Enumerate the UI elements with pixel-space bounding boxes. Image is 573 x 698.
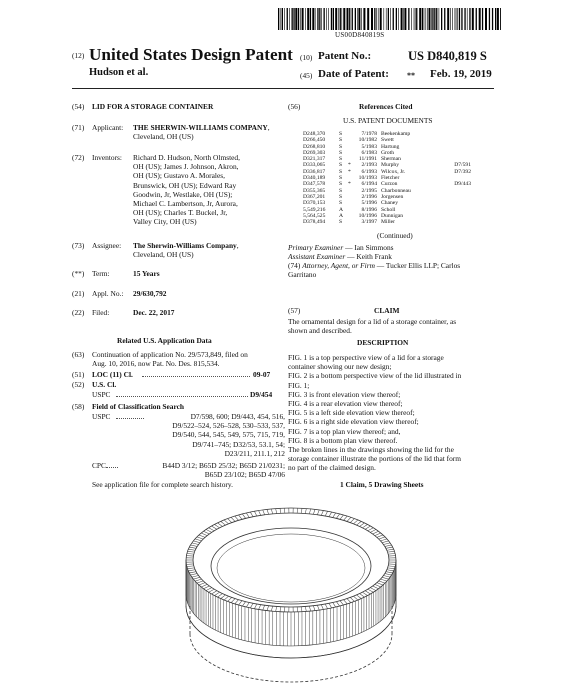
primary-examiner bbox=[288, 243, 498, 252]
code-73: (73) bbox=[72, 241, 85, 250]
code-54: (54) bbox=[72, 102, 85, 111]
primary-examiner-label: Primary Examiner bbox=[288, 243, 344, 252]
class-line: D9/540, 544, 545, 549, 575, 715, 719, bbox=[172, 430, 285, 440]
claim-heading: CLAIM bbox=[374, 306, 400, 315]
desc-line: container showing our new design; bbox=[288, 362, 392, 372]
reference-k: S bbox=[339, 181, 343, 188]
applicant-location: , Cleveland, OH (US) bbox=[133, 123, 270, 142]
code-52: (52) bbox=[72, 380, 85, 389]
reference-k: S bbox=[339, 219, 343, 226]
reference-name: Wilcox, Jr. bbox=[381, 168, 406, 175]
assistant-examiner bbox=[288, 252, 498, 261]
reference-k: S bbox=[339, 131, 343, 137]
applicant-label: Applicant: bbox=[92, 123, 124, 132]
document-title: United States Design Patent bbox=[89, 45, 293, 64]
desc-line: The broken lines in the drawings showing the lid for the bbox=[288, 445, 454, 455]
appl-no-value: 29/630,792 bbox=[133, 289, 167, 298]
reference-date: 2/1993 bbox=[361, 162, 377, 169]
patent-date: Feb. 19, 2019 bbox=[430, 68, 492, 80]
reference-date: 11/1991 bbox=[358, 156, 377, 163]
us-docs-heading: U.S. PATENT DOCUMENTS bbox=[343, 116, 433, 125]
code-57: (57) bbox=[288, 306, 301, 315]
reference-date: 5/1996 bbox=[361, 200, 377, 207]
code-45: (45) bbox=[300, 71, 313, 80]
lid-drawing bbox=[178, 494, 404, 694]
code-58: (58) bbox=[72, 402, 85, 411]
class-line: D7/598, 600; D9/443, 454, 516, bbox=[190, 412, 285, 421]
uspc-leader bbox=[116, 396, 248, 397]
desc-line: FIG. 7 is a top plan view thereof; and, bbox=[288, 426, 401, 436]
class-line: D9/741–745; D32/53, 53.1, 54; bbox=[192, 439, 285, 449]
reference-star: * bbox=[348, 162, 351, 169]
reference-no: D355,365 bbox=[303, 187, 326, 194]
inventor-line: OH (US); James J. Johnson, Akron, bbox=[133, 162, 239, 172]
reference-cls: D7/392 bbox=[454, 168, 471, 175]
claim-line: The ornamental design for a lid of a storage container, as bbox=[288, 317, 457, 326]
desc-line: FIG. 1; bbox=[288, 380, 310, 390]
reference-cls: D7/591 bbox=[454, 162, 471, 169]
attorney-label: Attorney, Agent, or Firm bbox=[302, 261, 375, 270]
claim-text bbox=[288, 317, 503, 335]
appl-no-label: Appl. No.: bbox=[92, 289, 124, 298]
inventor-line: Goodwin, Jr, Westlake, OH (US); bbox=[133, 189, 233, 199]
reference-date: 6/1993 bbox=[361, 168, 377, 175]
references-heading: References Cited bbox=[359, 102, 413, 111]
inventor-line: OH (US); Charles T. Buckel, Jr, bbox=[133, 208, 228, 218]
search-history-note: See application file for complete search history. bbox=[92, 480, 233, 489]
inventors-list bbox=[133, 153, 293, 227]
code-63: (63) bbox=[72, 350, 85, 359]
uspc-value: D9/454 bbox=[250, 390, 273, 399]
code-74: (74) bbox=[288, 261, 301, 270]
reference-star: * bbox=[348, 181, 351, 188]
inventor-line: OH (US); Gustavo A. Morales, bbox=[133, 171, 225, 181]
reference-no: D321,317 bbox=[303, 156, 326, 163]
reference-date: 2/1995 bbox=[361, 187, 377, 194]
reference-name: Scholl bbox=[381, 206, 396, 213]
references-table bbox=[303, 131, 493, 225]
reference-name: Dunnigan bbox=[381, 212, 404, 219]
cpc-line: B65D 23/102; B65D 47/06 bbox=[204, 470, 285, 480]
search-uspc-label: USPC bbox=[92, 412, 111, 421]
loc-value: 09-07 bbox=[253, 370, 271, 379]
reference-k: S bbox=[339, 193, 343, 200]
reference-date: 6/1983 bbox=[361, 149, 377, 156]
header-rule bbox=[72, 88, 494, 89]
cpc-leader bbox=[106, 467, 118, 468]
reference-name: Curzon bbox=[381, 181, 398, 188]
reference-k: S bbox=[339, 143, 343, 150]
desc-line: FIG. 1 is a top perspective view of a lid for a storage bbox=[288, 353, 444, 362]
reference-cls: D9/443 bbox=[454, 181, 471, 188]
barcode bbox=[278, 8, 501, 30]
desc-line: FIG. 4 is a rear elevation view thereof; bbox=[288, 399, 403, 409]
date-label: Date of Patent: bbox=[318, 68, 389, 80]
desc-line: FIG. 2 is a bottom perspective view of the lid illustrated in bbox=[288, 371, 462, 381]
desc-line: storage container illustrate the portions of the lid that form bbox=[288, 454, 462, 464]
reference-no: D378,494 bbox=[303, 219, 326, 226]
reference-k: A bbox=[339, 212, 344, 219]
description-text bbox=[288, 353, 503, 473]
reference-row bbox=[303, 219, 493, 225]
us-cl-label: U.S. Cl. bbox=[92, 380, 117, 389]
reference-no: D268,810 bbox=[303, 143, 326, 150]
code-21: (21) bbox=[72, 289, 85, 298]
reference-cls bbox=[443, 219, 471, 225]
reference-no: D336,817 bbox=[303, 168, 326, 175]
code-term: (**) bbox=[72, 269, 85, 278]
reference-star: * bbox=[348, 168, 351, 175]
inventor-line: Valley City, OH (US) bbox=[133, 217, 197, 227]
continuation-line: Continuation of application No. 29/573,849, filed on bbox=[92, 350, 248, 359]
design-title: LID FOR A STORAGE CONTAINER bbox=[92, 102, 214, 111]
reference-name: Hartung bbox=[381, 143, 400, 150]
reference-no: D269,303 bbox=[303, 149, 326, 156]
related-data-heading: Related U.S. Application Data bbox=[117, 336, 212, 345]
loc-leader bbox=[142, 376, 250, 377]
uspc-label: USPC bbox=[92, 390, 111, 399]
code-56: (56) bbox=[288, 102, 301, 111]
claims-summary: 1 Claim, 5 Drawing Sheets bbox=[340, 480, 424, 489]
reference-name: Groth bbox=[381, 149, 395, 156]
reference-k: S bbox=[339, 200, 343, 207]
patent-number: US D840,819 S bbox=[408, 49, 487, 63]
code-71: (71) bbox=[72, 123, 85, 132]
desc-line: FIG. 6 is a right side elevation view thereof; bbox=[288, 417, 419, 427]
reference-date: 5/1983 bbox=[361, 143, 377, 150]
class-line: D23/211, 211.1, 212 bbox=[224, 448, 285, 458]
search-uspc-leader bbox=[116, 418, 144, 419]
applicant-value bbox=[133, 123, 283, 141]
reference-date: 10/1982 bbox=[358, 137, 377, 144]
reference-k: S bbox=[339, 149, 343, 156]
search-uspc-classes bbox=[145, 412, 285, 458]
code-72: (72) bbox=[72, 153, 85, 162]
assignee-location: Cleveland, OH (US) bbox=[133, 250, 194, 260]
continuation-line: Aug. 10, 2016, now Pat. No. Des. 815,534. bbox=[92, 359, 220, 369]
applicant-name: THE SHERWIN-WILLIAMS COMPANY bbox=[133, 123, 268, 132]
date-stars: ** bbox=[407, 71, 415, 80]
continuation-text bbox=[92, 350, 292, 368]
reference-date: 2/1996 bbox=[361, 193, 377, 200]
assignee-comma: , bbox=[236, 241, 239, 250]
reference-no: 5,549,216 bbox=[303, 206, 326, 213]
assignee-label: Assignee: bbox=[92, 241, 122, 250]
term-value: 15 Years bbox=[133, 269, 160, 278]
reference-name: Swett bbox=[381, 137, 394, 144]
reference-name: Miller bbox=[381, 219, 395, 226]
attorney-name: — Tucker Ellis LLP; Carlos bbox=[376, 261, 461, 270]
reference-no: D333,065 bbox=[303, 162, 326, 169]
reference-name: Murphy bbox=[381, 162, 400, 169]
assignee-value bbox=[133, 241, 293, 259]
cpc-classes bbox=[118, 461, 285, 479]
code-22: (22) bbox=[72, 308, 85, 317]
patent-no-label: Patent No.: bbox=[318, 50, 372, 62]
reference-no: D248,370 bbox=[303, 131, 326, 137]
reference-no: D347,578 bbox=[303, 181, 326, 188]
code-51: (51) bbox=[72, 370, 85, 379]
inventor-short: Hudson et al. bbox=[89, 67, 149, 78]
filed-label: Filed: bbox=[92, 308, 110, 317]
loc-label: LOC (11) Cl. bbox=[92, 370, 133, 379]
reference-no: D370,153 bbox=[303, 200, 326, 207]
continued-label: (Continued) bbox=[377, 231, 413, 240]
reference-name: Beekenkamp bbox=[381, 131, 411, 137]
reference-no: D367,201 bbox=[303, 193, 326, 200]
filed-value: Dec. 22, 2017 bbox=[133, 308, 175, 317]
reference-date: 10/1996 bbox=[358, 212, 377, 219]
search-field-label: Field of Classification Search bbox=[92, 402, 185, 411]
reference-k: S bbox=[339, 162, 343, 169]
reference-k: S bbox=[339, 137, 343, 144]
barcode-number: US00D840819S bbox=[335, 31, 385, 39]
reference-name: Charbonneau bbox=[381, 187, 411, 194]
term-label: Term: bbox=[92, 269, 110, 278]
cpc-label: CPC bbox=[92, 461, 106, 470]
cpc-line: B44D 3/12; B65D 25/32; B65D 21/0231; bbox=[162, 461, 285, 470]
reference-date: 6/1994 bbox=[361, 181, 377, 188]
reference-k: A bbox=[339, 206, 344, 213]
assignee-name: The Sherwin-Williams Company bbox=[133, 241, 237, 250]
description-heading: DESCRIPTION bbox=[357, 338, 409, 347]
reference-name: Jorgensen bbox=[381, 193, 404, 200]
primary-examiner-name: — Ian Simmons bbox=[345, 243, 394, 252]
reference-k: S bbox=[339, 187, 343, 194]
reference-date: 10/1993 bbox=[358, 175, 377, 182]
reference-no: D340,189 bbox=[303, 175, 326, 182]
reference-date: 7/1978 bbox=[361, 131, 377, 137]
attorney-line2: Garritano bbox=[288, 270, 317, 279]
inventor-line: Michael C. Lambertson, Jr, Aurora, bbox=[133, 199, 238, 209]
reference-k: S bbox=[339, 156, 343, 163]
desc-line: FIG. 5 is a left side elevation view thereof; bbox=[288, 408, 415, 418]
reference-date: 8/1996 bbox=[361, 206, 377, 213]
inventors-label: Inventors: bbox=[92, 153, 122, 162]
inventor-line: Richard D. Hudson, North Olmsted, bbox=[133, 153, 240, 162]
reference-date: 3/1997 bbox=[361, 219, 377, 226]
reference-no: 5,564,525 bbox=[303, 212, 326, 219]
desc-line: no part of the claimed design. bbox=[288, 463, 376, 473]
desc-line: FIG. 8 is a bottom plan view thereof. bbox=[288, 435, 398, 445]
reference-name: Chaney bbox=[381, 200, 399, 207]
reference-no: D266,450 bbox=[303, 137, 326, 144]
reference-name: Fletcher bbox=[381, 175, 400, 182]
desc-line: FIG. 3 is front elevation view thereof; bbox=[288, 389, 401, 399]
reference-k: S bbox=[339, 168, 343, 175]
assistant-examiner-name: — Keith Frank bbox=[347, 252, 392, 261]
code-12: (12) bbox=[72, 51, 85, 60]
code-10: (10) bbox=[300, 53, 313, 62]
class-line: D9/522–524, 526–528, 530–533, 537, bbox=[172, 421, 285, 431]
attorney bbox=[288, 261, 503, 270]
reference-star bbox=[348, 219, 357, 225]
claim-line: shown and described. bbox=[288, 326, 352, 336]
inventor-line: Brunswick, OH (US); Edward Ray bbox=[133, 180, 237, 190]
assistant-examiner-label: Assistant Examiner bbox=[288, 252, 346, 261]
reference-name: Sherman bbox=[381, 156, 401, 163]
reference-k: S bbox=[339, 175, 343, 182]
